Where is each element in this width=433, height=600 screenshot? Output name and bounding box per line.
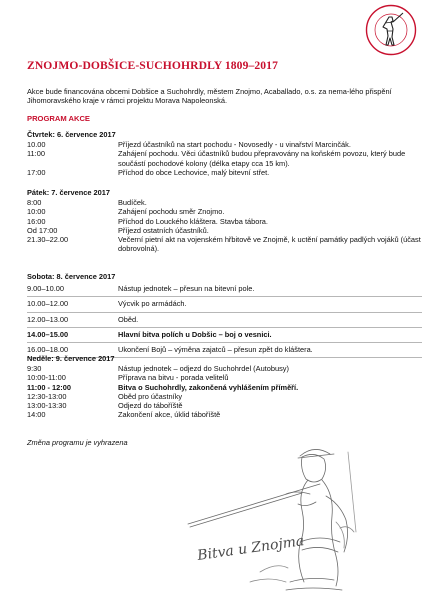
soldier-sketch-illustration	[150, 432, 380, 597]
sketch-caption: Bitva u Znojma	[196, 533, 306, 564]
row-text: Příjezd ostatních účastníků.	[118, 225, 209, 235]
schedule-row-highlight	[27, 328, 422, 343]
row-time: 10.00–12.00	[27, 299, 69, 309]
page-title: ZNOJMO-DOBŠICE-SUCHOHRDLY 1809–2017	[27, 59, 278, 72]
row-text: Budíček.	[118, 198, 147, 208]
row-text: Zakončení akce, úklid táboříště	[118, 410, 221, 420]
row-text: Oběd pro účastníky	[118, 391, 183, 401]
row-time: 10.00	[27, 140, 46, 150]
row-text: Odjezd do táboříště	[118, 401, 183, 411]
row-time: 10:00	[27, 207, 46, 217]
schedule-row	[27, 401, 422, 410]
row-time: 12:30-13:00	[27, 391, 67, 401]
schedule-row	[27, 168, 422, 177]
schedule-row	[27, 226, 422, 235]
row-text: Výcvik po armádách.	[118, 299, 187, 309]
soldier-figure-icon	[383, 13, 403, 45]
schedule-row	[27, 392, 422, 401]
row-text: Hlavní bitva polích u Dobšic – boj o vesnici.	[118, 329, 272, 339]
day-thursday	[27, 130, 422, 177]
disclaimer-note: Změna programu je vyhrazena	[27, 438, 128, 447]
schedule-row-highlight	[27, 383, 422, 392]
row-text: Oběd.	[118, 314, 139, 324]
row-text: Ukončení Bojů – výměna zajatců – přesun zpět do kláštera.	[118, 345, 313, 355]
row-time: 16.00–18.00	[27, 345, 69, 355]
day-saturday	[27, 272, 422, 358]
row-time: 16:00	[27, 216, 46, 226]
row-text: Příchod do Louckého kláštera. Stavba tábora.	[118, 216, 268, 226]
row-time: 10:00-11:00	[27, 373, 66, 383]
schedule-row	[27, 297, 422, 312]
day-heading: Pátek: 7. července 2017	[27, 188, 111, 197]
row-text: Příjezd účastníků na start pochodu - Novosedly - u vinařství Marcinčák.	[118, 140, 351, 150]
schedule-row	[27, 373, 422, 382]
schedule-row	[27, 313, 422, 328]
row-time: 8:00	[27, 198, 42, 208]
schedule-row	[27, 282, 422, 297]
schedule-row	[27, 364, 422, 373]
row-text: Nástup jednotek – přesun na bitevní pole.	[118, 284, 255, 294]
row-time: 14:00	[27, 410, 46, 420]
intro-paragraph: Akce bude financována obcemi Dobšice a Suchohrdly, městem Znojmo, Acaballado, o.s. za nema-lého přispění Jihomoravského kraje v rámci projektu Morava Napoleonská.	[27, 87, 392, 106]
schedule-row	[27, 140, 422, 149]
schedule-row	[27, 217, 422, 226]
row-text: Večerní pietní akt na vojenském hřbitově ve Znojmě, k uctění památky padlých vojáků (účast dobrovolná).	[118, 235, 421, 254]
row-time: 9:30	[27, 364, 42, 374]
row-time: 21.30–22.00	[27, 235, 69, 245]
row-time: 9.00–10.00	[27, 284, 64, 294]
day-heading: Čtvrtek: 6. července 2017	[27, 130, 116, 139]
schedule-row	[27, 149, 422, 167]
row-time: 13:00-13:30	[27, 401, 67, 411]
day-sunday	[27, 354, 422, 419]
schedule-row	[27, 207, 422, 216]
schedule-row	[27, 410, 422, 419]
row-text: Nástup jednotek – odjezd do Suchohrdel (Autobusy)	[118, 364, 289, 374]
row-text: Příchod do obce Lechovice, malý bitevní střet.	[118, 167, 270, 177]
row-text: Bitva o Suchohrdly, zakončená vyhlášením příměří.	[118, 382, 299, 392]
event-seal-logo	[365, 4, 417, 56]
row-text: Příprava na bitvu - porada velitelů	[118, 373, 229, 383]
day-heading: Sobota: 8. července 2017	[27, 272, 116, 281]
day-friday	[27, 188, 422, 253]
row-time: 17:00	[27, 167, 46, 177]
row-text: Zahájení pochodu. Věci účastníků budou přepravovány na koňském povozu, který bude součástí pochodové kolony (délka etapy cca 15 km).	[118, 149, 406, 168]
row-time: 12.00–13.00	[27, 314, 69, 324]
row-time: Od 17:00	[27, 225, 58, 235]
row-text: Zahájení pochodu směr Znojmo.	[118, 207, 225, 217]
schedule-row	[27, 235, 422, 253]
program-heading: PROGRAM AKCE	[27, 114, 91, 123]
row-time: 14.00–15.00	[27, 329, 69, 339]
row-time: 11:00	[27, 149, 45, 159]
schedule-row	[27, 198, 422, 207]
row-time: 11:00 - 12:00	[27, 382, 71, 392]
day-heading: Neděle: 9. července 2017	[27, 354, 115, 363]
